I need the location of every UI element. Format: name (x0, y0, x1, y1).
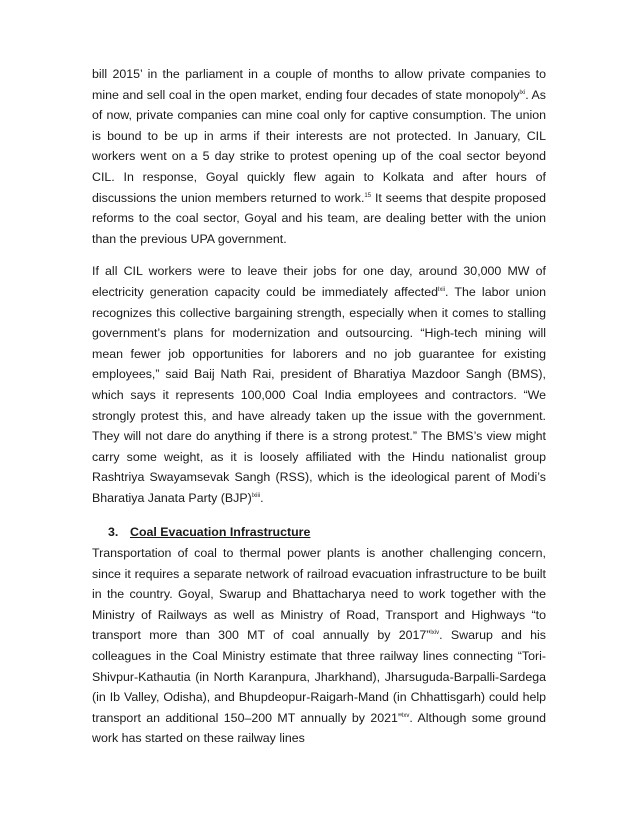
footnote-ref: lxi (519, 89, 526, 96)
text-run: bill 2015’ in the parliament in a couple of months to allow private companies to mine and sell coal in the open market, ending four decades of state monopoly (92, 67, 546, 102)
text-run: . The labor union recognizes this collective bargaining strength, especially when it comes to stalling government’s plans for modernization and outsourcing. “High-tech mining will mean fewer job opportunities for laborers and no job guarantee for existing employees,” said Baij Nath Rai, president of Bharatiya Mazdoor Sangh (BMS), which says it represents 100,000 Coal India employees and contractors. “We strongly protest this, and have already taken up the issue with the government. They will not dare do anything if there is a strong protest.” The BMS’s view might carry some weight, as it is loosely affiliated with the Hindu nationalist group Rashtriya Swayamsevak Sangh (RSS), which is the ideological parent of Modi’s Bharatiya Janata Party (BJP) (92, 284, 546, 505)
section-number: 3. (108, 525, 119, 540)
paragraph (92, 543, 546, 749)
text-run: . (260, 490, 264, 505)
section-title: Coal Evacuation Infrastructure (130, 525, 311, 540)
text-run: Transportation of coal to thermal power plants is another challenging concern, since it requires a separate network of railroad evacuation infrastructure to be built in the country. Goyal, Swarup and Bhattacharya need to work together with the Ministry of Railways as well as Ministry of Road, Transport and Highways “to transport more than 300 MT of coal annually by 2017” (92, 546, 546, 643)
footnote-ref: lxiv (430, 630, 440, 637)
body-text-before (92, 64, 546, 508)
paragraph (92, 261, 546, 508)
text-run: . Swarup and his colleagues in the Coal Ministry estimate that three railway lines connecting “Tori-Shivpur-Kathautia (in North Karanpura, Jharkhand), Jharsuguda-Barpalli-Sardega (in Ib Valley, Odisha), and Bhupdeopur-Raigarh-Mand (in Chhattisgarh) could help transport an additional 150–200 MT annually by 2021” (92, 628, 547, 725)
footnote-ref: lxii (438, 286, 446, 293)
footnote-ref: lxiii (251, 492, 261, 499)
footnote-ref: lxv (402, 712, 410, 719)
body-text-after (92, 543, 546, 749)
paragraph (92, 64, 546, 249)
document-page (92, 64, 546, 749)
text-run: . As of now, private companies can mine coal only for captive consumption. The union is bound to be up in arms if their interests are not protected. In January, CIL workers went on a 5 day strike to protest opening up of the coal sector beyond CIL. In response, Goyal quickly flew again to Kolkata and after hours of discussions the union members returned to work. (92, 87, 546, 205)
text-run: It seems that despite proposed reforms to the coal sector, Goyal and his team, are dealing better with the union than the previous UPA government. (92, 190, 547, 246)
text-run: . Although some ground work has started on these railway lines (92, 710, 546, 746)
section-heading (92, 522, 546, 543)
text-run: If all CIL workers were to leave their jobs for one day, around 30,000 MW of electricity generation capacity could be immediately affected (92, 264, 546, 299)
footnote-ref: 15 (364, 192, 372, 199)
